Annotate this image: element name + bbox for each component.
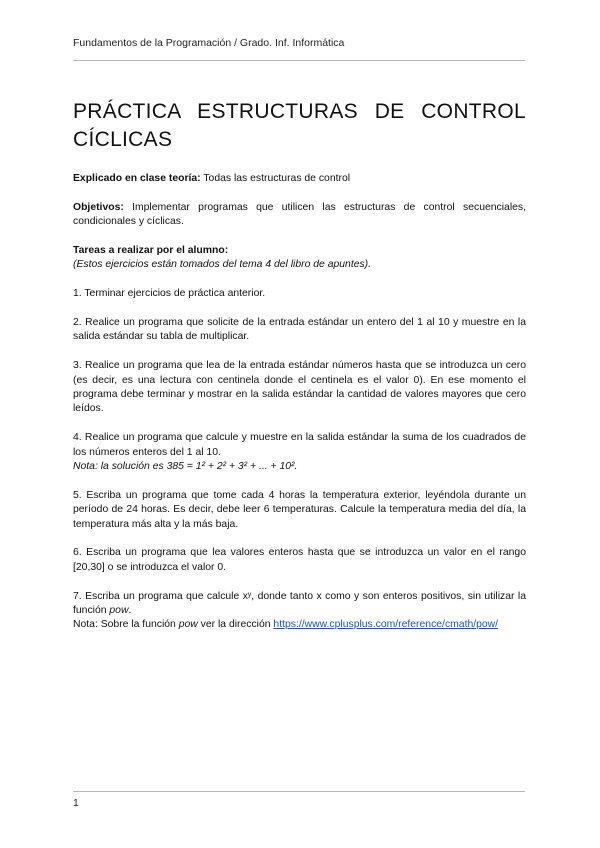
exercise-7-note xyxy=(73,618,526,632)
exercise-5: 5. Escriba un programa que tome cada 4 horas la temperatura exterior, leyéndola durante un período de 24 horas. Es decir, debe leer 6 temperaturas. Calcule la temperatura media del día, la temperatura más alta y la más baja. xyxy=(73,489,526,530)
explained-paragraph xyxy=(73,172,526,186)
objectives-text: Implementar programas que utilicen las estructuras de control secuenciales, condicionales y cíclicas. xyxy=(73,201,526,228)
exercise-7 xyxy=(73,590,526,619)
header-divider xyxy=(73,60,525,61)
exercise-7-note-mid: ver la dirección xyxy=(197,619,274,631)
objectives-paragraph xyxy=(73,201,526,230)
document-title: PRÁCTICA ESTRUCTURAS DE CONTROL CÍCLICAS xyxy=(73,100,526,151)
tasks-note: (Estos ejercicios están tomados del tema 4 del libro de apuntes). xyxy=(73,259,372,271)
tasks-heading: Tareas a realizar por el alumno: xyxy=(73,245,229,256)
objectives-label: Objetivos: xyxy=(73,201,124,213)
pow-reference-link[interactable]: https://www.cplusplus.com/reference/cmath/pow/ xyxy=(273,619,499,631)
exercise-7-pow: pow xyxy=(109,605,129,617)
exercise-7-note-prefix: Nota: Sobre la función xyxy=(73,619,179,631)
exercise-3: 3. Realice un programa que lea de la entrada estándar números hasta que se introduzca un cero (es decir, es una lectura con centinela donde el centinela es el valor 0). En ese momento el programa debe terminar y mostrar en la salida estándar la cantidad de valores mayores que cero leídos. xyxy=(73,360,526,415)
document-body xyxy=(73,172,526,633)
exercise-6: 6. Escriba un programa que lea valores enteros hasta que se introduzca un valor en el rango [20,30] o se introduzca el valor 0. xyxy=(73,547,526,573)
exercise-1: 1. Terminar ejercicios de práctica anterior. xyxy=(73,288,266,300)
exercise-7-end: . xyxy=(128,605,132,617)
exercise-4-note: Nota: la solución es 385 = 1² + 2² + 3² + ... + 10². xyxy=(73,461,298,473)
explained-text: Todas las estructuras de control xyxy=(200,173,351,184)
exercise-4: 4. Realice un programa que calcule y muestre en la salida estándar la suma de los cuadrados de los números enteros del 1 al 10. xyxy=(73,432,526,458)
exercise-7-text: 7. Escriba un programa que calcule xʸ, donde tanto x como y son enteros positivos, sin utilizar la función xyxy=(73,590,526,617)
explained-label: Explicado en clase teoría: xyxy=(73,173,201,184)
exercise-7-note-pow: pow xyxy=(178,619,198,631)
exercise-2: 2. Realice un programa que solicite de la entrada estándar un entero del 1 al 10 y muestre en la salida estándar su tabla de multiplicar. xyxy=(73,317,526,343)
footer-divider xyxy=(73,791,525,792)
page-header: Fundamentos de la Programación / Grado. Inf. Informática xyxy=(73,37,345,49)
page-number: 1 xyxy=(73,797,79,809)
